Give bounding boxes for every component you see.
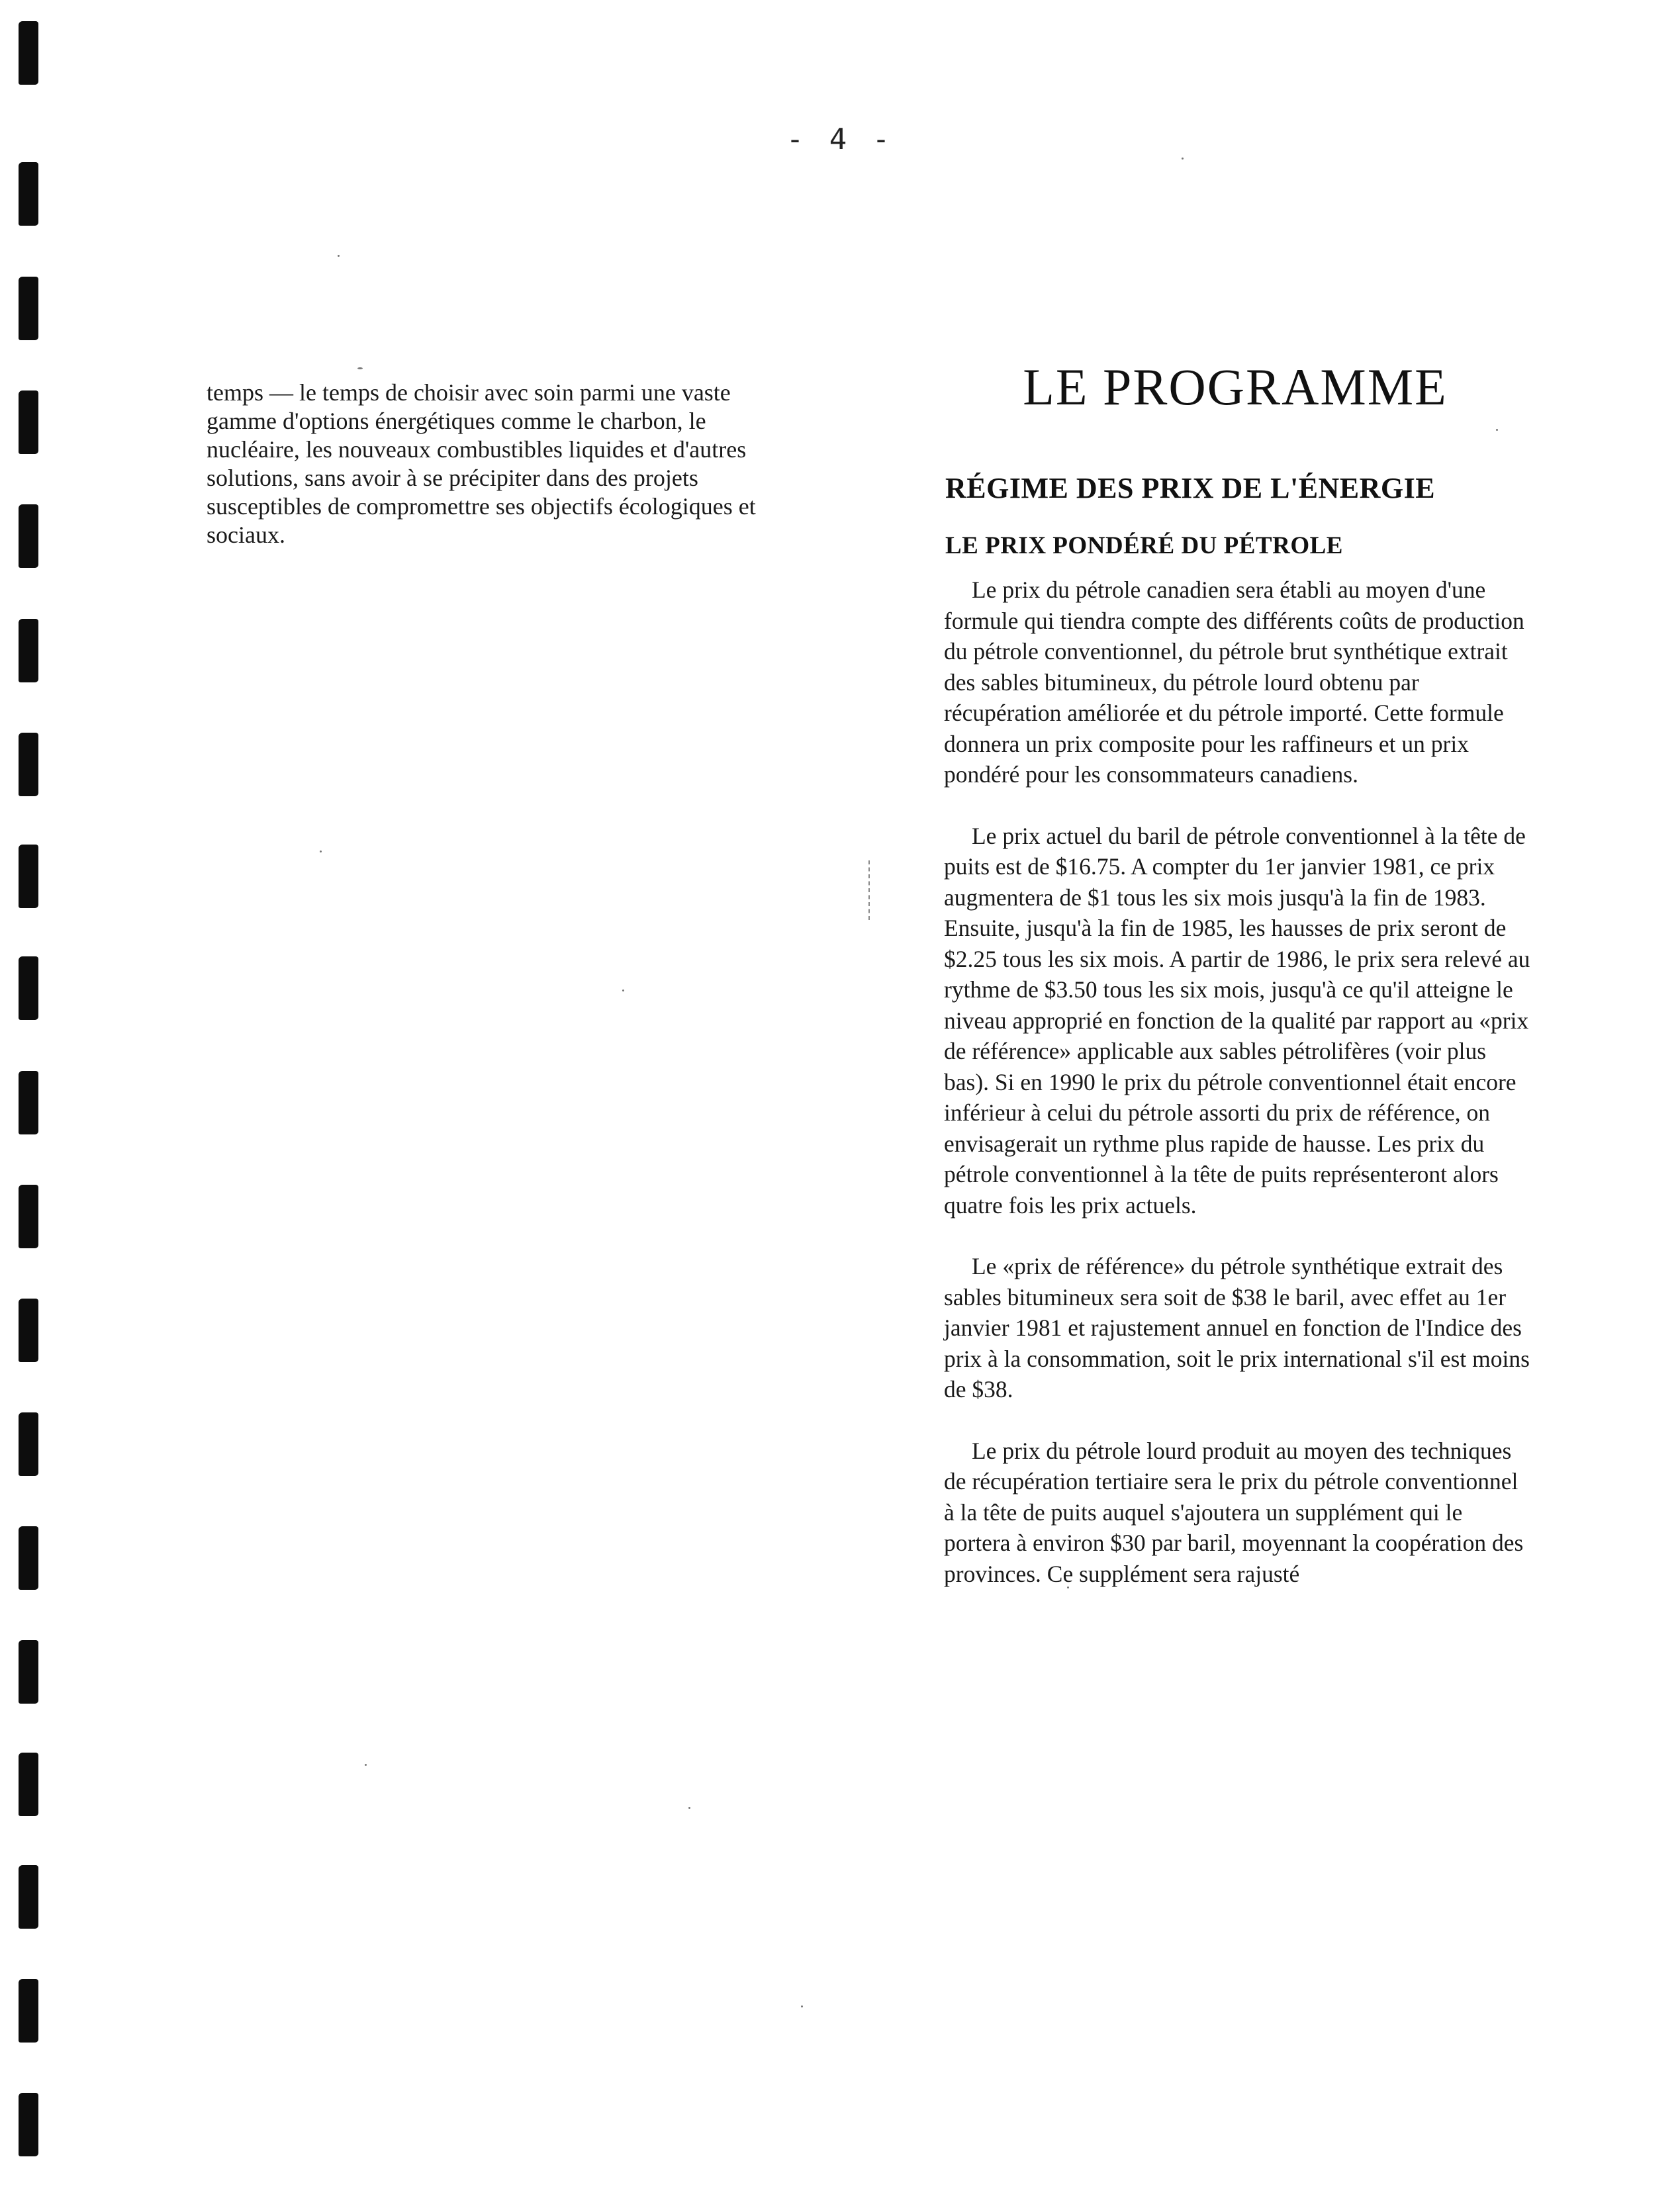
- binding-hole: [19, 1865, 38, 1929]
- scan-speck: [688, 1807, 690, 1809]
- binding-hole: [19, 1753, 38, 1816]
- binding-hole: [19, 619, 38, 682]
- binding-hole: [19, 1640, 38, 1704]
- subsection-title: LE PRIX PONDÉRÉ DU PÉTROLE: [945, 532, 1343, 559]
- body-paragraph: Le prix du pétrole canadien sera établi au moyen d'une formule qui tiendra compte des différents coûts de production du pétrole conventionnel, du pétrole brut synthétique extrait des sables bitumineux, du pétrole lourd obtenu par récupération améliorée et du pétrole importé. Cette formule donnera un prix composite pour les raffineurs et un prix pondéré pour les consommateurs canadiens.: [944, 576, 1524, 788]
- binding-hole: [19, 1299, 38, 1362]
- body-paragraph: Le «prix de référence» du pétrole synthétique extrait des sables bitumineux sera soit de $38 le baril, avec effet au 1er janvier 1981 et rajustement annuel en fonction de l'Indice des prix à la consommation, soit le prix international s'il est moins de $38.: [944, 1253, 1530, 1402]
- continuation-paragraph: temps — le temps de choisir avec soin parmi une vaste gamme d'options énergétiques comme le charbon, le nucléaire, les nouveaux combustibles liquides et d'autres solutions, sans avoir à se précipiter dans des projets susceptibles de compromettre ses objectifs écologiques et sociaux.: [207, 379, 756, 548]
- right-column: [937, 357, 1533, 1620]
- scan-speck: [357, 367, 363, 369]
- scan-speck: [338, 255, 340, 257]
- binding-hole: [19, 1185, 38, 1248]
- binding-hole: [19, 956, 38, 1020]
- body-paragraph: Le prix du pétrole lourd produit au moyen des techniques de récupération tertiaire sera le prix du pétrole conventionnel à la tête de puits auquel s'ajoutera un supplément qui le portera à environ $30 par baril, moyennant la coopération des provinces. Ce supplément sera rajusté: [944, 1437, 1524, 1587]
- binding-hole: [19, 1526, 38, 1590]
- scan-speck: [365, 1764, 367, 1766]
- scan-speck: [320, 850, 322, 852]
- body-paragraph: Le prix actuel du baril de pétrole conventionnel à la tête de puits est de $16.75. A compter du 1er janvier 1981, ce prix augmentera de $1 tous les six mois jusqu'à la fin de 1983. Ensuite, jusqu'à la fin de 1985, les hausses de prix seront de $2.25 tous les six mois. A partir de 1986, le prix sera relevé au rythme de $3.50 tous les six mois, jusqu'à ce qu'il atteigne le niveau approprié en fonction de la qualité par rapport au «prix de référence» applicable aux sables pétrolifères (voir plus bas). Si en 1990 le prix du pétrole conventionnel était encore inférieur à celui du pétrole assorti du prix de référence, on envisagerait un rythme plus rapide de hausse. Les prix du pétrole conventionnel à la tête de puits représenteront alors quatre fois les prix actuels.: [944, 822, 1530, 1218]
- scan-speck: [1182, 158, 1184, 160]
- binding-hole: [19, 1979, 38, 2043]
- binding-hole: [19, 733, 38, 796]
- binding-hole: [19, 277, 38, 340]
- binding-hole: [19, 504, 38, 568]
- binding-hole: [19, 845, 38, 908]
- binding-hole: [19, 162, 38, 226]
- scan-speck: [801, 2005, 803, 2007]
- binding-hole: [19, 2093, 38, 2156]
- left-column: [207, 379, 789, 549]
- program-title: LE PROGRAMME: [1023, 358, 1448, 416]
- binding-hole: [19, 1071, 38, 1134]
- scan-speck: [622, 989, 624, 991]
- section-title: RÉGIME DES PRIX DE L'ÉNERGIE: [945, 472, 1436, 504]
- binding-hole: [19, 21, 38, 85]
- binding-hole: [19, 1412, 38, 1476]
- binding-hole: [19, 391, 38, 454]
- scan-artifact: [868, 860, 871, 920]
- page-number: - 4 -: [786, 122, 894, 156]
